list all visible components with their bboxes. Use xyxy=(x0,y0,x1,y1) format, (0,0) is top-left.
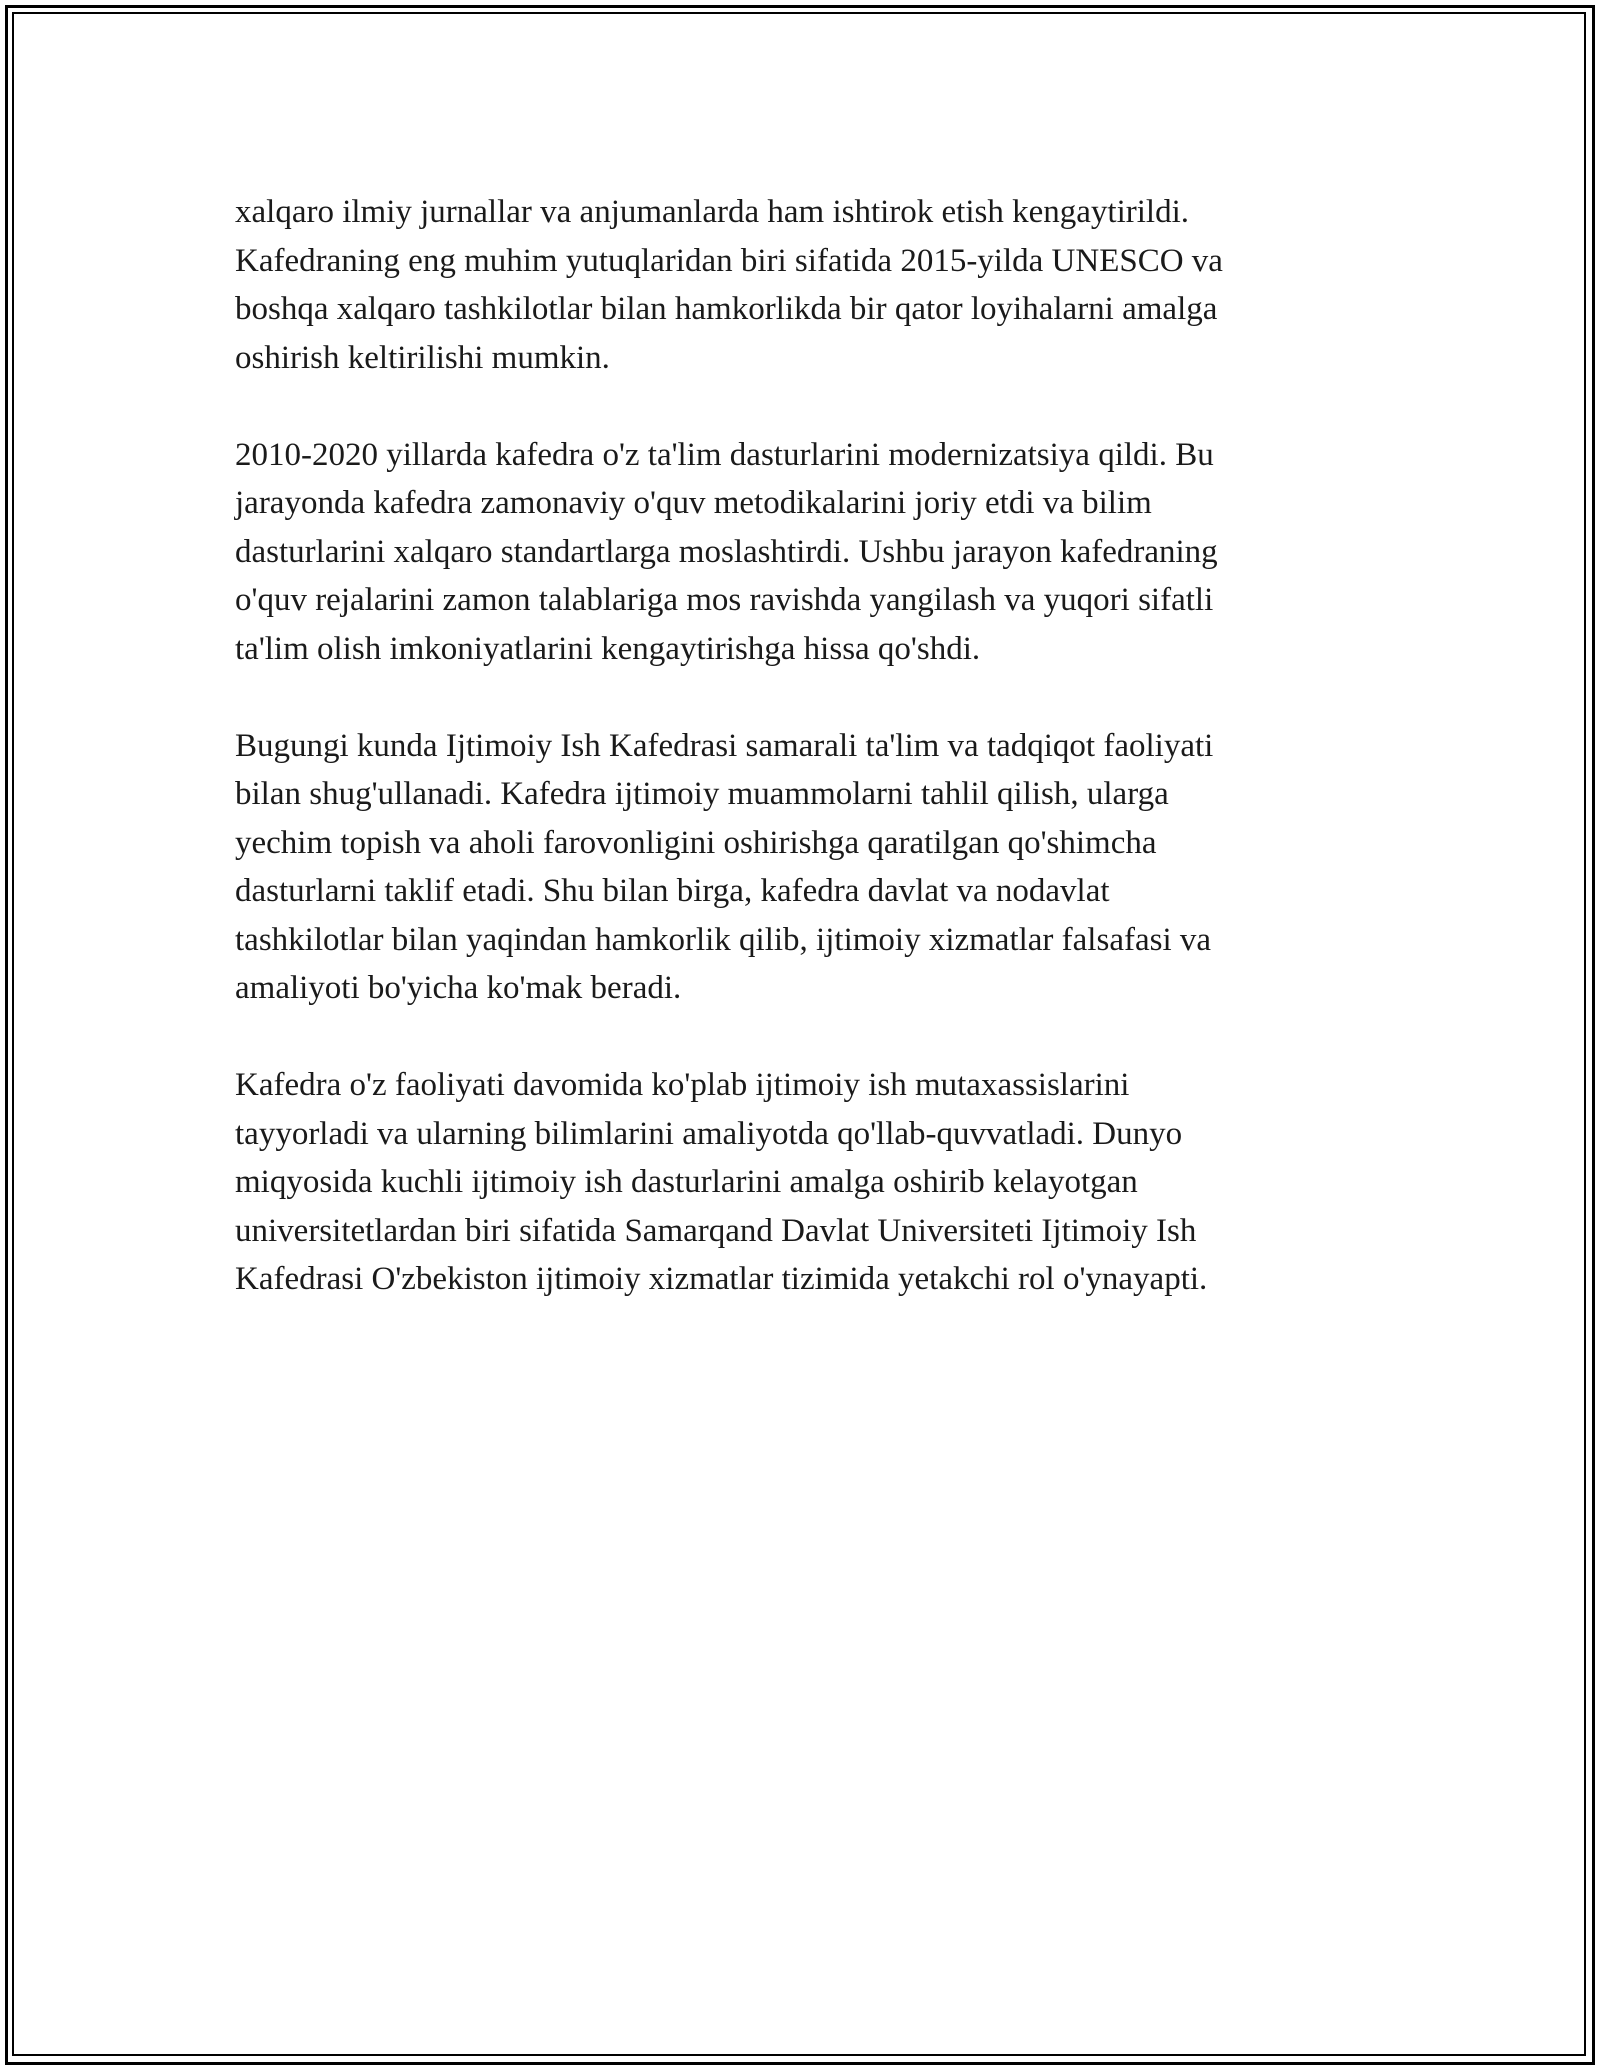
paragraph-current-activity: Bugungi kunda Ijtimoiy Ish Kafedrasi samarali ta'lim va tadqiqot faoliyati bilan shug'ullanadi. Kafedra ijtimoiy muammolarni tahlil qilish, ularga yechim topish va aholi farovonligini oshirishga qaratilgan qo'shimcha dasturlarni taklif etadi. Shu bilan birga, kafedra davlat va nodavlat tashkilotlar bilan yaqindan hamkorlik qilib, ijtimoiy xizmatlar falsafasi va amaliyoti bo'yicha ko'mak beradi. xyxy=(235,727,1214,1006)
paragraph-international-cooperation: xalqaro ilmiy jurnallar va anjumanlarda ham ishtirok etish kengaytirildi. Kafedraning eng muhim yutuqlaridan biri sifatida 2015-yilda UNESCO va boshqa xalqaro tashkilotlar bilan hamkorlikda bir qator loyihalarni amalga oshirish keltirilishi mumkin. xyxy=(235,194,1223,376)
document-body xyxy=(235,188,1365,1352)
paragraph-achievements: Kafedra o'z faoliyati davomida ko'plab ijtimoiy ish mutaxassislarini tayyorladi va ularning bilimlarini amaliyotda qo'llab-quvvatladi. Dunyo miqyosida kuchli ijtimoiy ish dasturlarini amalga oshirib kelayotgan universitetlardan biri sifatida Samarqand Davlat Universiteti Ijtimoiy Ish Kafedrasi O'zbekiston ijtimoiy xizmatlar tizimida yetakchi rol o'ynayapti. xyxy=(235,1067,1208,1297)
paragraph-modernization: 2010-2020 yillarda kafedra o'z ta'lim dasturlarini modernizatsiya qildi. Bu jarayonda kafedra zamonaviy o'quv metodikalarini joriy etdi va bilim dasturlarini xalqaro standartlarga moslashtirdi. Ushbu jarayon kafedraning o'quv rejalarini zamon talablariga mos ravishda yangilash va yuqori sifatli ta'lim olish imkoniyatlarini kengaytirishga hissa qo'shdi. xyxy=(235,436,1218,667)
